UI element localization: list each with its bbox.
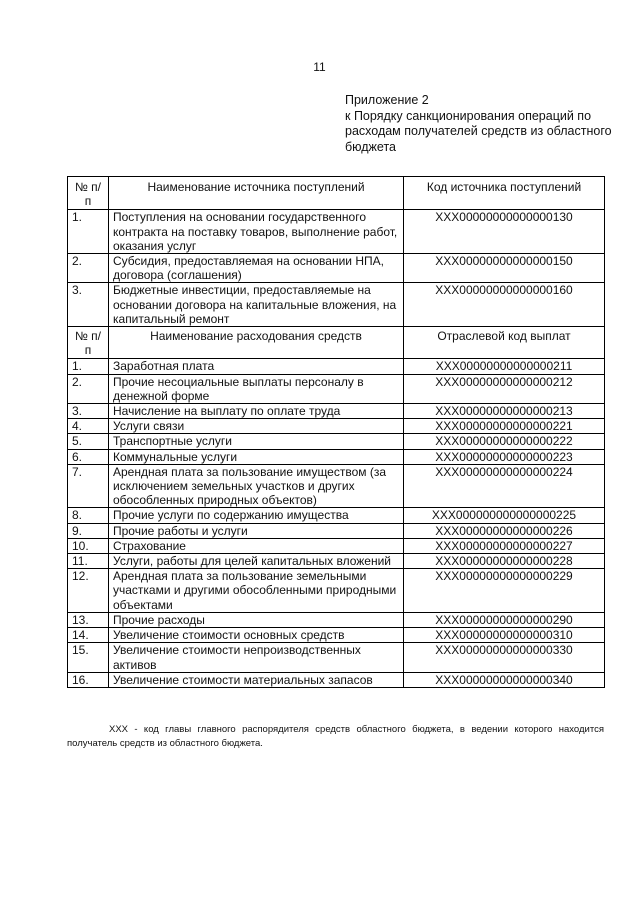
expense-row [68,612,605,627]
row-code: XXX00000000000000310 [404,628,605,643]
row-num: 13. [68,612,109,627]
appendix-title: Приложение 2 [345,93,429,107]
expense-row [68,419,605,434]
expense-row [68,464,605,508]
row-num: 10. [68,538,109,553]
row-code: XXX00000000000000228 [404,554,605,569]
row-num: 4. [68,419,109,434]
row-code: XXX00000000000000212 [404,374,605,403]
expense-row [68,569,605,613]
expense-header-name: Наименование расходования средств [109,327,404,359]
row-name: Услуги связи [109,419,404,434]
expense-row [68,404,605,419]
row-num: 2. [68,254,109,283]
row-name: Увеличение стоимости основных средств [109,628,404,643]
row-num: 1. [68,210,109,254]
row-code: XXX000000000000000225 [404,508,605,523]
row-code: XXX00000000000000222 [404,434,605,449]
row-name: Поступления на основании государственного контракта на поставку товаров, выполнение работ, оказания услуг [109,210,404,254]
expense-row [68,523,605,538]
expense-row [68,374,605,403]
expense-row [68,554,605,569]
expense-row [68,628,605,643]
expense-row [68,434,605,449]
row-code: XXX00000000000000224 [404,464,605,508]
row-code: XXX00000000000000340 [404,672,605,687]
expense-header-code: Отраслевой код выплат [404,327,605,359]
income-header-row [68,177,605,210]
row-name: Бюджетные инвестиции, предоставляемые на основании договора на капитальные вложения, на капитальный ремонт [109,283,404,327]
row-name: Страхование [109,538,404,553]
row-num: 12. [68,569,109,613]
row-num: 11. [68,554,109,569]
row-num: 3. [68,283,109,327]
row-name: Увеличение стоимости непроизводственных активов [109,643,404,672]
row-code: XXX00000000000000223 [404,449,605,464]
row-name: Заработная плата [109,359,404,374]
expense-header-num: № п/п [68,327,109,359]
row-num: 3. [68,404,109,419]
row-name: Транспортные услуги [109,434,404,449]
row-name: Арендная плата за пользование земельными участками и другими обособленными природными объектами [109,569,404,613]
row-code: XXX00000000000000229 [404,569,605,613]
row-name: Субсидия, предоставляемая на основании НПА, договора (соглашения) [109,254,404,283]
row-name: Прочие расходы [109,612,404,627]
page-number: 11 [313,60,326,74]
row-name: Начисление на выплату по оплате труда [109,404,404,419]
row-num: 6. [68,449,109,464]
expense-row [68,359,605,374]
row-num: 15. [68,643,109,672]
row-num: 14. [68,628,109,643]
row-code: XXX00000000000000221 [404,419,605,434]
appendix-heading [345,93,615,155]
income-row [68,210,605,254]
row-num: 1. [68,359,109,374]
row-code: XXX00000000000000160 [404,283,605,327]
row-name: Арендная плата за пользование имуществом (за исключением земельных участков и других обособленных природных объектов) [109,464,404,508]
row-code: XXX00000000000000150 [404,254,605,283]
row-code: XXX00000000000000227 [404,538,605,553]
row-code: XXX00000000000000330 [404,643,605,672]
row-name: Прочие работы и услуги [109,523,404,538]
row-name: Коммунальные услуги [109,449,404,464]
row-code: XXX00000000000000213 [404,404,605,419]
row-code: XXX00000000000000290 [404,612,605,627]
income-header-num: № п/п [68,177,109,210]
expense-header-row [68,327,605,359]
codes-table [67,176,605,688]
footnote: XXX - код главы главного распорядителя средств областного бюджета, в ведении которого находится получатель средств из областного бюджета. [67,724,604,749]
row-code: XXX00000000000000226 [404,523,605,538]
row-code: XXX00000000000000130 [404,210,605,254]
row-num: 16. [68,672,109,687]
row-num: 9. [68,523,109,538]
expense-row [68,508,605,523]
income-row [68,254,605,283]
row-name: Прочие услуги по содержанию имущества [109,508,404,523]
expense-row [68,538,605,553]
row-num: 7. [68,464,109,508]
income-header-name: Наименование источника поступлений [109,177,404,210]
expense-row [68,672,605,687]
row-name: Прочие несоциальные выплаты персоналу в денежной форме [109,374,404,403]
expense-row [68,449,605,464]
appendix-subtitle: к Порядку санкционирования операций по расходам получателей средств из областного бюджета [345,108,612,154]
expense-row [68,643,605,672]
row-code: XXX00000000000000211 [404,359,605,374]
income-row [68,283,605,327]
row-name: Услуги, работы для целей капитальных вложений [109,554,404,569]
row-name: Увеличение стоимости материальных запасов [109,672,404,687]
income-header-code: Код источника поступлений [404,177,605,210]
row-num: 2. [68,374,109,403]
row-num: 8. [68,508,109,523]
row-num: 5. [68,434,109,449]
